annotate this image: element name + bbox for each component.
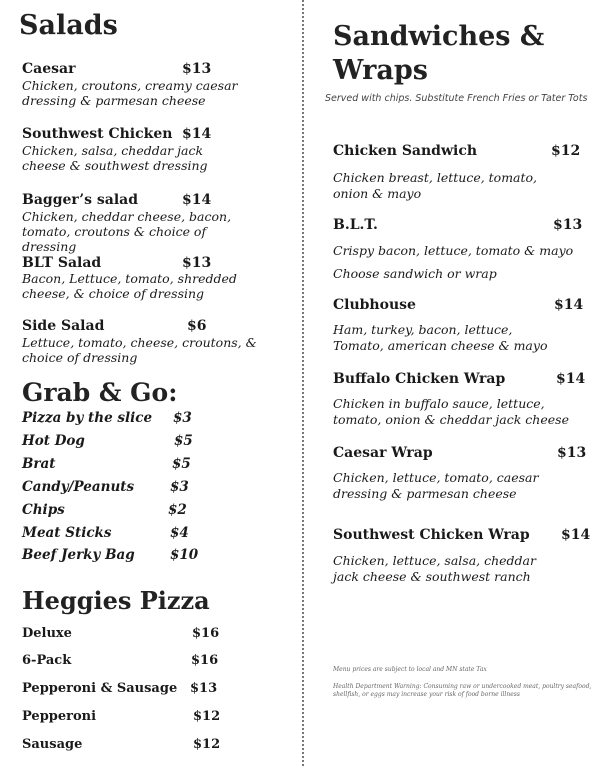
grab-item-price: $2 xyxy=(168,502,187,518)
salad-item-name: Caesar xyxy=(22,61,76,77)
grab-go-heading: Grab & Go: xyxy=(22,378,178,407)
pizza-item-price: $16 xyxy=(191,653,219,668)
sandwich-item-desc: Ham, turkey, bacon, lettuce, Tomato, american cheese & mayo xyxy=(333,322,548,353)
pizza-item-name: Pepperoni & Sausage xyxy=(22,681,178,696)
sandwich-item-desc-extra: Choose sandwich or wrap xyxy=(333,266,497,281)
pizza-item-name: Pepperoni xyxy=(22,709,97,724)
salad-item-name: Bagger’s salad xyxy=(22,192,139,208)
sandwiches-heading: Sandwiches & Wraps xyxy=(333,21,545,86)
sandwich-item-price: $13 xyxy=(553,217,583,233)
sandwich-item-price: $14 xyxy=(556,371,586,387)
grab-item-price: $10 xyxy=(170,547,199,563)
grab-item-name: Chips xyxy=(22,502,65,518)
grab-item-name: Brat xyxy=(22,456,56,472)
grab-item-name: Candy/Peanuts xyxy=(22,479,135,495)
pizza-item-price: $12 xyxy=(193,737,221,752)
pizza-item-price: $13 xyxy=(190,681,218,696)
sandwich-item-name: Southwest Chicken Wrap xyxy=(333,527,530,543)
sandwich-item-price: $14 xyxy=(554,297,584,313)
sandwich-item-name: Clubhouse xyxy=(333,297,416,313)
sandwich-item-name: B.L.T. xyxy=(333,217,378,233)
sandwich-item-desc: Crispy bacon, lettuce, tomato & mayo xyxy=(333,243,574,258)
salad-item-desc: Chicken, salsa, cheddar jack cheese & southwest dressing xyxy=(22,143,208,173)
salad-item-desc: Bacon, Lettuce, tomato, shredded cheese, & choice of dressing xyxy=(22,271,237,301)
sandwich-item-price: $12 xyxy=(551,143,581,159)
salad-item-price: $14 xyxy=(182,126,212,142)
sandwich-item-name: Chicken Sandwich xyxy=(333,143,478,159)
grab-item-name: Meat Sticks xyxy=(22,525,112,541)
sandwich-item-price: $13 xyxy=(557,445,587,461)
pizza-heading: Heggies Pizza xyxy=(22,586,210,615)
sandwich-item-desc: Chicken in buffalo sauce, lettuce, tomato, onion & cheddar jack cheese xyxy=(333,396,569,427)
pizza-item-name: Deluxe xyxy=(22,626,72,641)
pizza-item-price: $12 xyxy=(193,709,221,724)
sandwich-item-desc: Chicken, lettuce, salsa, cheddar jack cheese & southwest ranch xyxy=(333,553,536,584)
salad-item-name: Southwest Chicken xyxy=(22,126,173,142)
salad-item-desc: Lettuce, tomato, cheese, croutons, & choice of dressing xyxy=(22,335,257,365)
sandwich-item-desc: Chicken, lettuce, tomato, caesar dressing & parmesan cheese xyxy=(333,470,539,501)
grab-item-name: Hot Dog xyxy=(22,433,85,449)
column-divider xyxy=(302,0,304,766)
salad-item-price: $14 xyxy=(182,192,212,208)
salads-heading: Salads xyxy=(19,10,118,41)
pizza-item-price: $16 xyxy=(192,626,220,641)
grab-item-name: Beef Jerky Bag xyxy=(22,547,135,563)
tax-note: Menu prices are subject to local and MN state Tax xyxy=(333,666,487,673)
grab-item-name: Pizza by the slice xyxy=(22,410,153,426)
grab-item-price: $3 xyxy=(170,479,189,495)
sandwich-item-name: Buffalo Chicken Wrap xyxy=(333,371,506,387)
sandwiches-subtitle: Served with chips. Substitute French Fries or Tater Tots xyxy=(325,93,588,104)
salad-item-price: $13 xyxy=(182,255,212,271)
sandwich-item-desc: Chicken breast, lettuce, tomato, onion & mayo xyxy=(333,170,538,201)
sandwich-item-name: Caesar Wrap xyxy=(333,445,433,461)
grab-item-price: $4 xyxy=(170,525,189,541)
health-warning: Health Department Warning: Consuming raw or undercooked meat, poultry seafood, shellfish, or eggs may increase your risk of food borne illness xyxy=(333,683,592,698)
pizza-item-name: Sausage xyxy=(22,737,83,752)
salad-item-name: Side Salad xyxy=(22,318,105,334)
salad-item-desc: Chicken, croutons, creamy caesar dressing & parmesan cheese xyxy=(22,78,238,108)
sandwich-item-price: $14 xyxy=(561,527,591,543)
salad-item-price: $13 xyxy=(182,61,212,77)
grab-item-price: $5 xyxy=(172,456,191,472)
salad-item-desc: Chicken, cheddar cheese, bacon, tomato, croutons & choice of dressing xyxy=(22,209,232,254)
grab-item-price: $3 xyxy=(173,410,192,426)
salad-item-name: BLT Salad xyxy=(22,255,102,271)
salad-item-price: $6 xyxy=(187,318,207,334)
grab-item-price: $5 xyxy=(174,433,193,449)
pizza-item-name: 6-Pack xyxy=(22,653,72,668)
